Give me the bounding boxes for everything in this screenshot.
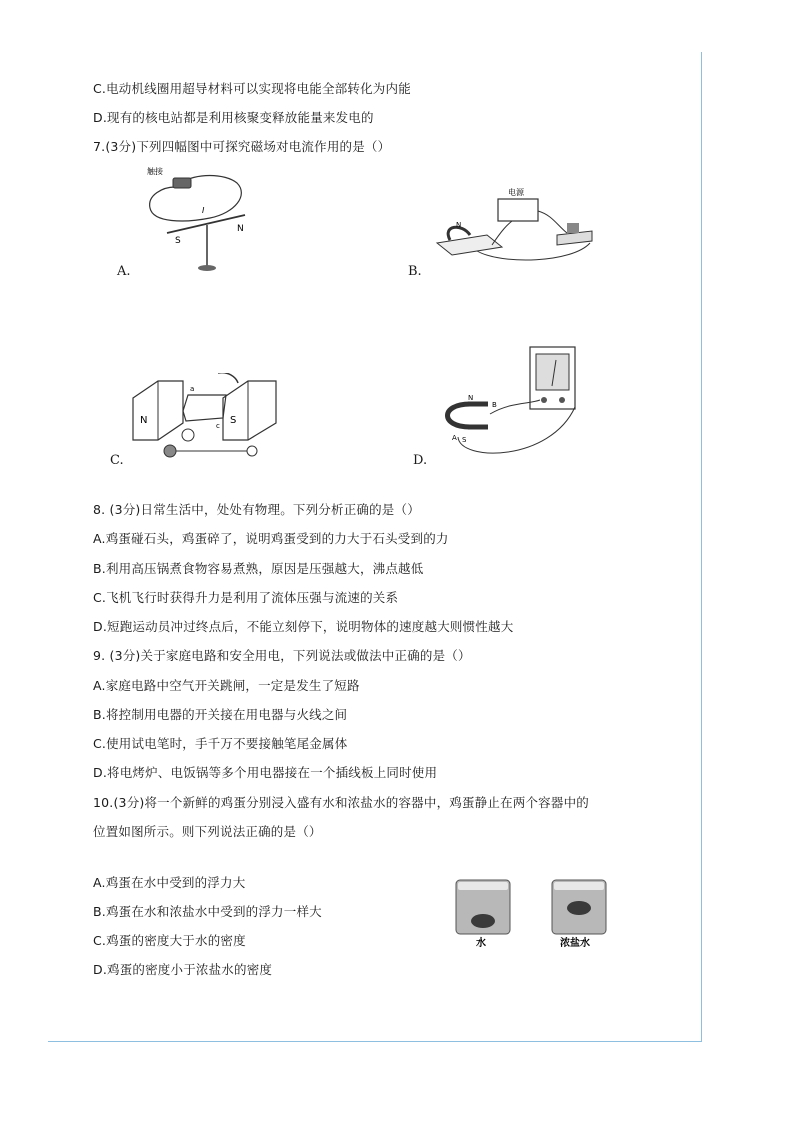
page-frame-bottom: [48, 1041, 702, 1042]
q9-option-d: D.将电烤炉、电饭锅等多个用电器接在一个插线板上同时使用: [93, 765, 438, 780]
q10-option-a: A.鸡蛋在水中受到的浮力大: [93, 875, 246, 890]
question-9: 9. (3分)关于家庭电路和安全用电，下列说法或做法中正确的是（）: [93, 648, 471, 663]
question-8: 8. (3分)日常生活中，处处有物理。下列分析正确的是（）: [93, 502, 420, 517]
beaker-water-label: 水: [476, 938, 486, 949]
figure-d-induction: [440, 342, 595, 464]
fig-b-n-label: N: [456, 221, 462, 229]
beaker-brine: [552, 880, 606, 934]
q9-option-a: A.家庭电路中空气开关跳闸，一定是发生了短路: [93, 678, 360, 693]
figure-b-label: B.: [408, 264, 422, 279]
figure-c-generator: [128, 373, 278, 463]
fig-c-s-label: S: [230, 415, 237, 426]
page-frame-right: [701, 52, 702, 1042]
figure-q10-beakers: [452, 876, 622, 952]
fig-a-current-label: I: [202, 206, 205, 215]
battery-icon: [173, 178, 191, 188]
question-7: 7.(3分)下列四幅图中可探究磁场对电流作用的是（）: [93, 139, 391, 154]
fig-a-switch-label: 触接: [147, 167, 163, 176]
q10-option-b: B.鸡蛋在水和浓盐水中受到的浮力一样大: [93, 904, 322, 919]
fig-b-power-label: 电源: [508, 188, 524, 197]
compass-needle: [167, 215, 245, 233]
fig-d-n-label: N: [468, 394, 474, 402]
q8-option-d: D.短跑运动员冲过终点后，不能立刻停下，说明物体的速度越大则惯性越大: [93, 619, 514, 634]
q6-option-d: D.现有的核电站都是利用核聚变释放能量来发电的: [93, 110, 374, 125]
beaker-brine-label: 浓盐水: [560, 938, 590, 949]
beaker-water: [456, 880, 510, 934]
q8-option-a: A.鸡蛋碰石头，鸡蛋碎了，说明鸡蛋受到的力大于石头受到的力: [93, 531, 449, 546]
fig-d-b-label: B: [492, 401, 497, 409]
figure-a-oersted: [145, 163, 255, 275]
fig-c-n-label: N: [140, 415, 148, 426]
question-10-cont: 位置如图所示。则下列说法正确的是（）: [93, 824, 322, 839]
q8-option-b: B.利用高压锅煮食物容易煮熟，原因是压强越大，沸点越低: [93, 561, 424, 576]
q9-option-c: C.使用试电笔时，手千万不要接触笔尾金属体: [93, 736, 348, 751]
figure-d-label: D.: [413, 453, 428, 468]
fig-d-s-label: S: [462, 436, 467, 444]
fig-d-a-label: A: [452, 434, 457, 442]
q6-option-c: C.电动机线圈用超导材料可以实现将电能全部转化为内能: [93, 81, 411, 96]
fig-c-a-label: a: [190, 385, 195, 393]
question-10: 10.(3分)将一个新鲜的鸡蛋分别浸入盛有水和浓盐水的容器中，鸡蛋静止在两个容器中的: [93, 795, 589, 810]
figure-c-label: C.: [110, 453, 124, 468]
q8-option-c: C.飞机飞行时获得升力是利用了流体压强与流速的关系: [93, 590, 399, 605]
figure-a-label: A.: [117, 264, 131, 279]
q10-option-c: C.鸡蛋的密度大于水的密度: [93, 933, 246, 948]
fig-a-n-label: N: [237, 224, 244, 234]
figure-b-motor-experiment: [432, 185, 597, 265]
fig-a-s-label: S: [175, 236, 181, 246]
q9-option-b: B.将控制用电器的开关接在用电器与火线之间: [93, 707, 348, 722]
fig-c-c-label: c: [216, 422, 220, 430]
q10-option-d: D.鸡蛋的密度小于浓盐水的密度: [93, 962, 273, 977]
